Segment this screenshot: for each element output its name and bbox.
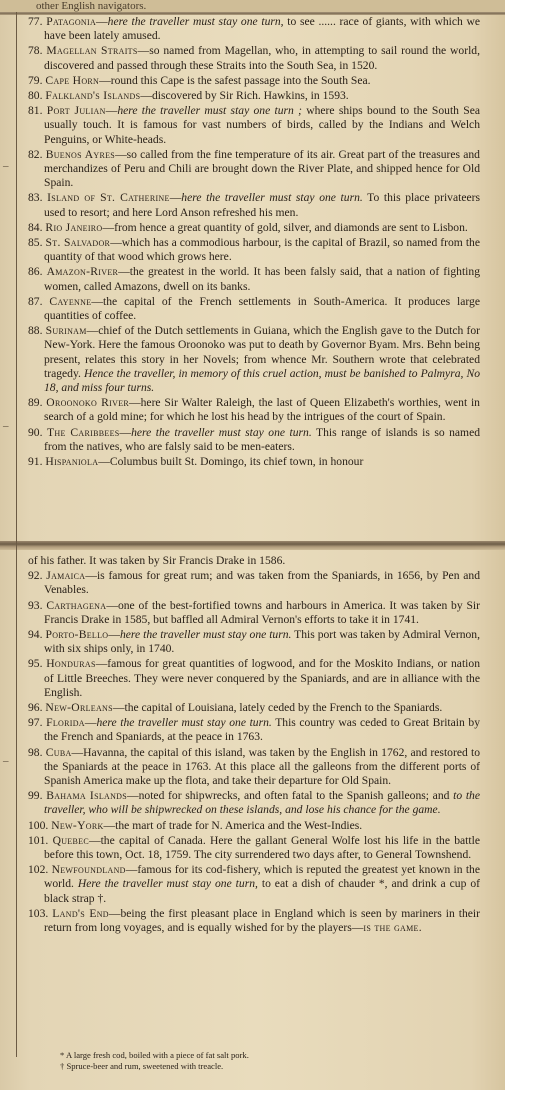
list-item — [28, 628, 480, 656]
entry-text: is famous for great rum; and was taken from the Spaniards, in 1656, by Pen and Venables. — [44, 569, 481, 597]
entry-text: so called from the fine temperature of its air. Great part of the treasures and merchandizes of Peru and Chili are brought down the River Plate, and shipped hence for Old Spain. — [44, 147, 480, 190]
traveller-instruction: here the traveller must stay one turn. — [119, 628, 292, 642]
entry-separator: — — [110, 236, 122, 250]
entry-number: 90. — [28, 425, 43, 439]
place-name: Cayenne — [49, 294, 92, 308]
entry-text: noted for shipwrecks, and often fatal to the Spanish galleons; and — [138, 789, 454, 803]
entries-lower-panel — [28, 554, 480, 936]
place-name: Patagonia — [46, 15, 97, 28]
entry-text: so named from Magellan, who, in attempting to sail round the world, discovered and passed through these Straits into the South Sea, in 1520. — [44, 44, 480, 72]
entry-text: of his father. It was taken by Sir Francis Drake in 1586. — [28, 554, 286, 567]
list-item — [28, 396, 480, 424]
entry-separator: — — [140, 89, 152, 103]
place-name: Hispaniola — [45, 455, 99, 469]
place-name: Surinam — [45, 324, 87, 338]
entry-separator: — — [103, 818, 116, 832]
entry-text: To this place privateers used to resort; and here Lord Anson refreshed his men. — [44, 191, 481, 219]
place-name: Island of St. Catherine — [47, 191, 170, 205]
list-item — [28, 657, 480, 700]
entry-number: 88. — [28, 324, 43, 338]
entry-text: This country was ceded to Great Britain by the French and Spaniards, at the peace in 1763. — [44, 716, 480, 744]
list-item — [28, 74, 480, 88]
place-name: Newfoundland — [51, 863, 126, 877]
entry-text: where ships bound to the South Sea usually touch. It is famous for vast numbers of birds, called by the Indians and Welch Penguins, or White-heads. — [44, 104, 480, 146]
list-item — [28, 295, 480, 323]
entry-text: which has a commodious harbour, is the capital of Brazil, so named from the quantity of that wood which grows here. — [44, 236, 480, 264]
place-name: Cuba — [45, 745, 72, 759]
place-name: Honduras — [46, 657, 96, 671]
entry-number: 98. — [28, 745, 43, 759]
list-item — [28, 789, 480, 817]
entry-separator: — — [115, 147, 127, 161]
traveller-instruction: here the traveller must stay one turn. — [181, 191, 363, 205]
place-name: Cape Horn — [45, 73, 100, 87]
entry-separator: — — [95, 657, 108, 671]
entry-number: 85. — [28, 236, 43, 250]
footnote-chauder: * A large fresh cod, boiled with a piece of fat salt pork. — [60, 1050, 249, 1060]
place-name: Amazon-River — [46, 265, 119, 279]
entry-text: This port was taken by Admiral Vernon, with six ships only, in 1740. — [44, 628, 480, 656]
list-item — [28, 148, 480, 191]
game-end-caps: is the game. — [363, 921, 422, 935]
entry-number: 100. — [28, 818, 49, 832]
place-name: Buenos Ayres — [45, 147, 116, 161]
place-name: New-Orleans — [45, 701, 113, 715]
entry-number: 93. — [28, 598, 43, 612]
entry-separator: — — [99, 73, 111, 87]
list-item — [28, 819, 480, 833]
left-margin-rule — [16, 12, 17, 1057]
entry-text: the capital of Canada. Here the gallant General Wolfe lost his life in the battle before this town, Oct. 18, 1759. The city surrendered two days after, to General Townshend. — [44, 833, 480, 862]
list-item — [28, 265, 480, 293]
place-name: Florida — [46, 716, 85, 730]
entry-separator: — — [86, 324, 99, 338]
entry-separator: — — [88, 833, 101, 847]
footnote-black-strap: † Spruce-beer and rum, sweetened with treacle. — [60, 1060, 224, 1071]
entry-number: 89. — [28, 396, 43, 410]
entry-text: from hence a great quantity of gold, silver, and diamonds are sent to Lisbon. — [114, 220, 468, 234]
place-name: Rio Janeiro — [45, 220, 103, 234]
entry-text: to eat a dish of chauder *, and drink a cup of black strap †. — [44, 877, 480, 905]
entry-number: 79. — [28, 73, 43, 87]
entry-number: 96. — [28, 701, 43, 715]
list-item — [28, 324, 480, 395]
entry-separator: — — [91, 294, 103, 308]
traveller-instruction: Here the traveller must stay one turn, — [77, 877, 258, 891]
place-name: Falkland's Islands — [45, 89, 141, 103]
list-item — [28, 221, 480, 235]
entry-separator: — — [96, 15, 108, 28]
place-name: New-York — [51, 818, 104, 832]
entry-number: 83. — [28, 191, 43, 205]
place-name: Bahama Islands — [46, 789, 128, 803]
place-name: Carthagena — [46, 598, 107, 612]
margin-mark: – — [3, 420, 9, 432]
list-item — [28, 15, 480, 43]
margin-mark: – — [3, 755, 9, 767]
entry-number: 84. — [28, 220, 43, 234]
list-item — [28, 104, 480, 147]
entry-number: 92. — [28, 569, 43, 583]
entry-number: 101. — [28, 833, 49, 847]
entry-separator: — — [125, 863, 138, 877]
entry-number: 103. — [28, 906, 49, 920]
list-item — [28, 44, 480, 72]
place-name: St. Salvador — [45, 236, 111, 250]
footnotes — [60, 1050, 480, 1071]
entry-separator: — — [105, 104, 118, 118]
entry-number: 102. — [28, 863, 49, 877]
entry-text: the greatest in the world. It has been falsly said, that a nation of fighting women, called Amazons, dwell on its banks. — [44, 265, 480, 293]
middle-fold — [0, 541, 512, 550]
entry-number: 77. — [28, 15, 43, 28]
entry-number: 99. — [28, 789, 43, 803]
entry-text: the capital of the French settlements in South-America. It produces large quantities of coffee. — [44, 294, 480, 323]
entry-number: 94. — [28, 628, 43, 642]
entry-number: 80. — [28, 89, 43, 103]
traveller-instruction: Hence the traveller, in memory of this cruel action, must be banished to Palmyra, No 18, and miss four turns. — [44, 366, 480, 395]
place-name: Magellan Straits — [46, 44, 138, 58]
list-item — [28, 236, 480, 264]
list-item — [28, 863, 480, 906]
entry-number: 82. — [28, 147, 43, 161]
entry-text: famous for its cod-fishery, which is reputed the greatest yet known in the world. — [44, 863, 480, 891]
entry-number: 91. — [28, 455, 43, 469]
traveller-instruction: here the traveller must stay one turn. — [131, 425, 312, 439]
entry-text: to see ...... race of giants, with which we have been lately amused. — [44, 15, 480, 43]
entry-number: 86. — [28, 265, 43, 279]
place-name: Land's End — [52, 906, 109, 920]
list-item — [28, 701, 480, 715]
list-item — [28, 569, 480, 597]
list-item — [28, 716, 480, 744]
entry-number: 81. — [28, 104, 43, 118]
entry-text: famous for great quantities of logwood, and for the Moskito Indians, or nation of Little Breeches. They were never conquered by the Spaniards, and are in alliance with the English. — [44, 657, 480, 699]
traveller-instruction: here the traveller must stay one turn, — [107, 15, 284, 28]
entry-separator: — — [84, 716, 97, 730]
entry-number: 87. — [28, 294, 43, 308]
header-strip: other English navigators. — [0, 0, 512, 12]
entry-number: 95. — [28, 657, 43, 671]
entries-upper-panel — [28, 15, 480, 470]
entry-separator: — — [129, 396, 141, 410]
entry-text: here Sir Walter Raleigh, the last of Queen Elizabeth's worthies, went in search of a gold mine; for which he lost his head by the intrigues of the court of Spain. — [44, 396, 480, 424]
place-name: Port Julian — [46, 104, 106, 118]
entry-text: chief of the Dutch settlements in Guiana, which the English gave to the Dutch for New-York. Here the famous Oroonoko was put to death by Governor Byam. Mrs. Behn being present, relates this story in her Novels; from whence Mr. Southern wrote that celebrated tragedy. — [44, 324, 480, 380]
entry-separator: — — [127, 789, 139, 803]
list-item — [28, 907, 480, 935]
place-name: The Caribbees — [46, 425, 120, 439]
entry-separator: — — [108, 906, 121, 920]
margin-mark: – — [3, 160, 9, 172]
traveller-instruction: here the traveller must stay one turn ; — [117, 104, 302, 118]
traveller-instruction: to the traveller, who will be shipwrecked on these islands, and lose his chance for the game. — [44, 789, 480, 817]
entry-text: Havanna, the capital of this island, was taken by the English in 1762, and restored to the Spaniards at the peace in 1763. At this place all the galleons from the different ports of Spanish America make up the flota, and take their departure for Old Spain. — [44, 745, 480, 788]
place-name: Porto-Bello — [45, 628, 109, 642]
place-name: Oroonoko River — [46, 396, 130, 410]
list-item — [28, 746, 480, 789]
entry-separator: — — [102, 220, 115, 234]
page-background-edge — [505, 0, 540, 1099]
entry-separator: — — [108, 628, 120, 642]
entry-text: one of the best-fortified towns and harbours in America. It was taken by Sir Francis Drake in 1585, but baffled all Admiral Vernon's efforts to take it in 1741. — [44, 598, 480, 626]
entry-separator: — — [119, 425, 132, 439]
entry-separator: — — [71, 745, 84, 759]
list-item — [28, 834, 480, 862]
list-item — [28, 554, 480, 568]
entry-separator: — — [106, 598, 118, 612]
entry-number: 78. — [28, 44, 43, 58]
entry-text: discovered by Sir Rich. Hawkins, in 1593. — [151, 89, 349, 103]
entry-separator: — — [98, 455, 110, 469]
entry-text: the mart of trade for N. America and the West-Indies. — [115, 818, 363, 832]
place-name: Quebec — [52, 833, 89, 847]
list-item — [28, 426, 480, 454]
entry-separator: — — [118, 265, 130, 279]
entry-text: Columbus built St. Domingo, its chief town, in honour — [109, 455, 364, 469]
entry-number: 97. — [28, 716, 43, 730]
list-item — [28, 599, 480, 627]
list-item — [28, 89, 480, 103]
entry-separator: — — [85, 569, 97, 583]
entry-text: being the first pleasant place in England which is seen by mariners in their return from long voyages, and is equally wished for by the players— — [44, 906, 480, 935]
traveller-instruction: here the traveller must stay one turn. — [96, 716, 272, 730]
entry-text: the capital of Louisiana, lately ceded by the French to the Spaniards. — [124, 701, 443, 715]
entry-separator: — — [169, 191, 182, 205]
list-item — [28, 455, 480, 469]
entry-separator: — — [112, 701, 125, 715]
place-name: Jamaica — [46, 569, 86, 583]
entry-separator: — — [137, 44, 150, 58]
entry-text: round this Cape is the safest passage into the South Sea. — [110, 73, 371, 87]
list-item — [28, 191, 480, 219]
entry-text: This range of islands is so named from the natives, who are falsly said to be men-eaters. — [44, 425, 481, 453]
